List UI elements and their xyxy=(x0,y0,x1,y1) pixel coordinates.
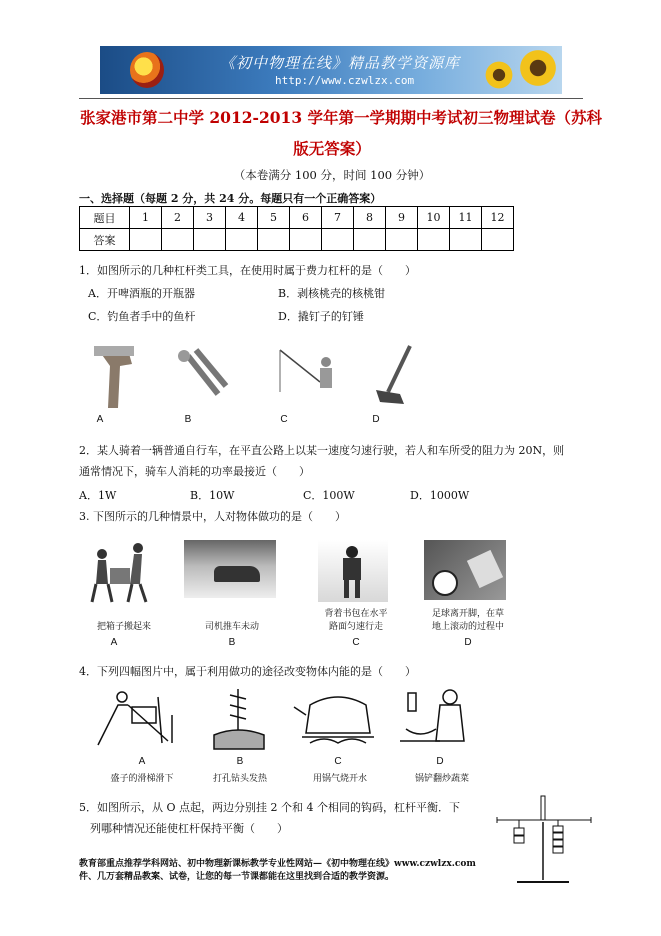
q2-option-a: A．1W xyxy=(79,489,117,502)
cooking-illustration xyxy=(400,690,464,741)
q4-energy-figure xyxy=(88,685,488,755)
header-divider xyxy=(79,98,583,99)
table-cell: 6 xyxy=(290,207,322,229)
table-row xyxy=(80,229,514,251)
q4-caption-c: 用锅气烧开水 xyxy=(312,774,367,784)
q1-label-c: C xyxy=(280,414,288,425)
sunflower-icon xyxy=(518,48,558,88)
page-title-continued: 版无答案） xyxy=(293,139,371,158)
q4-label-d: D xyxy=(436,756,444,767)
table-cell: 8 xyxy=(354,207,386,229)
pushing-car-photo xyxy=(184,540,276,598)
answer-table xyxy=(79,206,514,251)
q1-option-b: B．剥核桃壳的核桃钳 xyxy=(278,287,386,300)
q2-option-b: B．10W xyxy=(190,489,235,502)
page-footer xyxy=(79,858,583,884)
footer-line-2: 件、几万套精品教案、试卷，让您的每一节课都能在这里找到合适的教学资源。 xyxy=(79,872,395,882)
sunflower-icon xyxy=(484,60,514,90)
answer-cell[interactable] xyxy=(482,229,514,251)
q1-option-a: A．开啤酒瓶的开瓶器 xyxy=(88,287,195,300)
table-cell: 11 xyxy=(450,207,482,229)
table-cell: 7 xyxy=(322,207,354,229)
q3-label-b: B xyxy=(228,637,236,648)
answer-cell[interactable] xyxy=(162,229,194,251)
question-5-stem-continued: 列哪种情况还能使杠杆保持平衡（ ） xyxy=(90,822,288,835)
table-header-cell: 答案 xyxy=(80,229,130,251)
answer-cell[interactable] xyxy=(450,229,482,251)
header-banner xyxy=(100,46,562,94)
answer-cell[interactable] xyxy=(386,229,418,251)
q3-label-a: A xyxy=(110,637,118,648)
bottle-opener-illustration xyxy=(94,346,134,408)
question-1-stem: 1．如图所示的几种杠杆类工具，在使用时属于费力杠杆的是（ ） xyxy=(79,264,416,277)
section-heading: 一、选择题（每题 2 分，共 24 分。每题只有一个正确答案） xyxy=(79,192,382,205)
drill-bit-illustration xyxy=(214,689,264,749)
table-cell: 4 xyxy=(226,207,258,229)
fishing-rod-illustration xyxy=(280,350,332,392)
q3-caption-d: 足球离开脚，在草 xyxy=(431,609,504,619)
q1-option-c: C．钓鱼者手中的鱼杆 xyxy=(88,310,196,323)
question-2-stem-continued: 通常情况下，骑车人消耗的功率最接近（ ） xyxy=(79,465,310,478)
table-cell: 12 xyxy=(482,207,514,229)
table-cell: 3 xyxy=(194,207,226,229)
question-5-stem: 5．如图所示，从 O 点起，两边分别挂 2 个和 4 个相同的钩码，杠杆平衡．下 xyxy=(79,801,460,814)
q2-option-d: D．1000W xyxy=(410,489,470,502)
q4-caption-d: 锅铲翻炒蔬菜 xyxy=(414,774,469,784)
q3-caption-b: 司机推车未动 xyxy=(204,622,259,632)
answer-cell[interactable] xyxy=(290,229,322,251)
table-cell: 9 xyxy=(386,207,418,229)
q2-option-c: C．100W xyxy=(303,489,355,502)
q3-caption-c-line2: 路面匀速行走 xyxy=(328,622,383,632)
answer-cell[interactable] xyxy=(226,229,258,251)
q4-label-c: C xyxy=(334,756,342,767)
answer-cell[interactable] xyxy=(130,229,162,251)
q4-caption-b: 打孔钻头发热 xyxy=(212,774,267,784)
q4-label-a: A xyxy=(138,756,146,767)
q1-option-d: D．撬钉子的钉锤 xyxy=(278,310,364,323)
table-cell: 5 xyxy=(258,207,290,229)
q1-label-a: A xyxy=(96,414,104,425)
answer-cell[interactable] xyxy=(258,229,290,251)
table-header-cell: 题目 xyxy=(80,207,130,229)
q1-label-b: B xyxy=(184,414,192,425)
site-logo xyxy=(130,52,164,88)
question-2-stem: 2．某人骑着一辆普通自行车，在平直公路上以某一速度匀速行驶，若人和车所受的阻力为 20N，则 xyxy=(79,444,565,457)
banner-url[interactable]: http://www.czwlzx.com xyxy=(275,74,415,87)
page-title: 张家港市第二中学 2012-2013 学年第一学期期中考试初三物理试卷（苏科 xyxy=(80,108,603,127)
claw-hammer-illustration xyxy=(376,346,410,404)
slide-illustration xyxy=(98,692,172,745)
q3-caption-a: 把箱子搬起来 xyxy=(96,622,151,632)
lifting-box-illustration xyxy=(82,540,172,610)
footer-line-1: 教育部重点推荐学科网站、初中物理新课标教学专业性网站—《初中物理在线》www.czwlzx.com xyxy=(79,859,476,869)
q3-label-d: D xyxy=(464,637,472,648)
table-cell: 2 xyxy=(162,207,194,229)
question-4-stem: 4．下列四幅图片中，属于利用做功的途径改变物体内能的是（ ） xyxy=(79,665,416,678)
banner-title: 《初中物理在线》精品教学资源库 xyxy=(220,54,461,72)
q4-label-b: B xyxy=(236,756,244,767)
q4-caption-a: 盛子的滑梯滑下 xyxy=(110,774,174,784)
table-row xyxy=(80,207,514,229)
table-cell: 1 xyxy=(130,207,162,229)
walking-with-backpack-photo xyxy=(318,540,388,602)
answer-cell[interactable] xyxy=(194,229,226,251)
answer-cell[interactable] xyxy=(418,229,450,251)
exam-info: （本卷满分 100 分，时间 100 分钟） xyxy=(233,168,431,182)
kicked-soccer-ball-photo xyxy=(424,540,506,600)
q1-lever-tools-figure xyxy=(80,342,440,412)
nutcracker-illustration xyxy=(178,350,226,394)
answer-cell[interactable] xyxy=(322,229,354,251)
q3-label-c: C xyxy=(352,637,360,648)
q3-caption-c: 背着书包在水平 xyxy=(324,609,388,619)
kettle-illustration xyxy=(294,697,374,743)
q1-label-d: D xyxy=(372,414,380,425)
question-3-stem: 3. 下图所示的几种情景中，人对物体做功的是（ ） xyxy=(79,510,346,523)
q3-caption-d-line2: 地上滚动的过程中 xyxy=(431,622,504,632)
answer-cell[interactable] xyxy=(354,229,386,251)
table-cell: 10 xyxy=(418,207,450,229)
